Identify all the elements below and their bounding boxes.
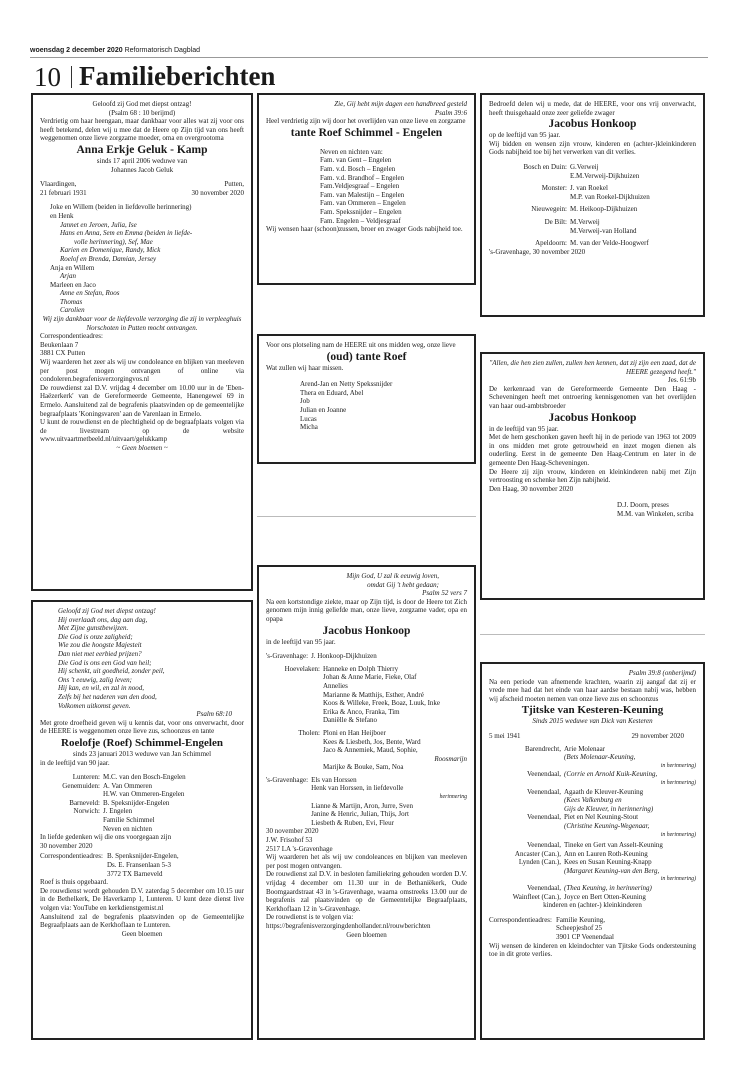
family-name: (Margaret Keuning-van den Berg, [564,866,660,875]
livestream-text: U kunt de rouwdienst en de plechtigheid op de begraafplaats volgen via de livestream op de website www.uitvaartmetbeeld.nl/uitvaart/gelukkamp [40,418,244,444]
page-number: 10 [34,62,61,92]
family-place: Barendrecht, [525,744,561,753]
family-name: M.Verweij [570,217,600,226]
notice-van-kesteren-keuning [480,662,705,1040]
verse-block [40,607,244,710]
family-entry [40,807,244,833]
service-text: De rouwdienst zal D.V. in besloten familiekring gehouden worden D.V. vrijdag 4 december om 11.30 uur in de Bethaniëkerk, Oude Boomgaardstraat 43 in 's-Gravenhage, waarna omstreeks 13.00 uur de begrafenis zal plaatsvinden op de Gemeentelijke Begraafplaats, Kerkhoflaan 12 in 's-Gravenhage. [266,870,467,913]
family-name: Familie Schimmel [103,816,155,825]
family-entry [489,218,696,235]
notice-oud-tante-roef [257,334,476,464]
age-line: in de leeftijd van 95 jaar. [266,637,336,646]
family-place: Hoevelaken: [284,664,320,673]
notice-kerkenraad-honkoop [480,352,705,600]
family-name: Liesbeth & Ruben, Evi, Fleur [311,818,394,827]
family-name: Neven en nichten [103,824,152,833]
verse-line: Wie zou die hoogste Majesteit [58,641,142,650]
deceased-name: Roelofje (Roef) Schimmel-Engelen [61,736,223,749]
verse-ref: Psalm 39:8 (onberijmd) [628,669,696,677]
section-title: Familieberichten [79,61,276,91]
family-name: Johan & Anne Marie, Fieke, Olaf [323,673,417,682]
family-name: Kees en Susan Keuning-Knapp [564,858,652,867]
family-line: Jannet en Jeroen, Julia, Ise [60,220,137,229]
prayer-text: Wij bidden en wensen zijn vrouw, kinderen en (achter-)kleinkinderen Gods nabijheid toe bij het verwerken van dit verlies. [489,139,696,157]
widow-line: sinds 23 januari 2013 weduwe van Jan Schimmel [72,749,212,758]
family-place: De Bilt: [544,217,567,226]
family-place: Veenendaal, [526,770,561,779]
dates-row [489,732,696,741]
family-entry [489,745,696,771]
family-name: (Thea Keuning, in herinnering) [564,884,652,893]
family-place: Apeldoorn: [535,239,567,248]
verse-line: Met Zijne gunstbewijzen. [58,624,129,633]
verse-line: Die God is onze zaligheid; [58,632,133,641]
verse: "Allen, die hen zien zullen, zullen hen kennen, dat zij zijn een zaad, dat de HEERE gezegend heeft." [489,359,696,376]
deceased-name: Jacobus Honkoop [548,118,637,131]
notice-honkoop-family [257,565,476,1040]
kids-line: kinderen en (achter-) kleinkinderen [543,901,642,910]
family-line: Fam. Engelen – Veldjesgraaf [320,216,401,225]
verse-ref: Psalm 52 vers 7 [422,589,467,598]
verse-line: Geloofd zij God met diepst ontzag! [58,607,156,615]
address-line: J.W. Frisohof 53 [266,836,313,845]
correspondence-block [489,916,696,942]
family-name: Lianne & Martijn, Aron, Jurre, Sven [311,801,413,810]
family-place: Veenendaal, [526,841,561,850]
correspondence-line: 3901 CP Veenendaal [555,933,614,942]
correspondence-city: 3881 CX Putten [40,349,86,358]
family-entry [40,799,244,808]
verse-line: Hij schenkt, uit goedheid, zonder peil, [58,667,165,676]
family-list [40,773,244,833]
verse-line: omdat Gij 't hebt gedaan; [367,580,439,589]
header-rule [30,57,708,58]
family-entry [489,850,696,859]
family-name: J. van Roekel [570,184,608,193]
family-place: Monster: [541,184,567,193]
memory-line: In liefde gedenken wij die ons voorgegaan zijn [40,833,172,842]
service-text: De rouwdienst wordt gehouden D.V. zaterdag 5 december om 10.15 uur in de Bethelkerk, De Haverkamp 1, Lunteren. U kunt deze dienst live volgen via: YouTube en kerkdienstgemist.nl [40,886,244,912]
verse-ref: Jes. 61:9b [668,376,696,385]
family-entry [40,773,244,782]
family-name: Agaath de Kleuver-Keuning [564,787,644,796]
family-name: Jaco & Annemiek, Maud, Sophie, [323,746,418,755]
family-name: Arie Molenaar [564,744,606,753]
names-list [266,380,467,432]
closing-text: Wij wensen haar (schoon)zussen, broer en zwager Gods nabijheid toe. [266,225,463,234]
family-line: Joke en Willem (beiden in liefdevolle herinnering) [50,203,192,212]
family-name: M.Verweij-van Holland [570,226,637,235]
family-line: Arjan [60,272,76,281]
family-line: Marleen en Jaco [50,280,96,289]
family-name: A. Van Ommeren [103,781,153,790]
family-name: Marianne & Matthijs, Esther, André [323,690,424,699]
name-line: Lucas [300,414,317,423]
signatory: M.M. van Winkelen, scriba [617,509,694,518]
closing-text: Den Haag, 30 november 2020 [489,484,574,493]
column-rule [257,516,476,517]
family-line: Thomas [60,297,83,306]
paper-name: Reformatorisch Dagblad [124,47,201,54]
death-date: 30 november 2020 [191,188,244,197]
intro-text: Heel verdrietig zijn wij door het overlijden van onze lieve en zorgzame [266,117,466,126]
verse: Mijn God, U zal ik eeuwig loven, [346,572,439,580]
family-name: Marijke & Bouke, Sam, Noa [323,763,404,772]
livestream-text: De rouwdienst is te volgen via: https://begrafenisverzorgingdenhollander.nl/rouwberichten [266,913,431,930]
deceased-name: Jacobus Honkoop [548,411,637,424]
family-name: Ann en Lauren Roth-Keuning [564,849,648,858]
family-line: en Henk [50,211,74,220]
family-entry [489,813,696,839]
widow-line: Sinds 2015 weduwe van Dick van Kesteren [532,717,653,726]
family-line: Karien en Domenique, Randy, Mick [60,246,161,255]
intro-text: Na een periode van afnemende krachten, waarin zij aangaf dat zij er vrede mee had dat het einde van haar aardse bestaan nabij was, hebben wij afscheid moeten nemen van onze lieve zus en schoonzus [489,677,696,703]
flowers-note: Geen bloemen [346,930,387,939]
header-divider [71,66,72,88]
verse: Geloofd zij God met diepst ontzag! [92,100,192,108]
family-name: Janine & Henric, Julian, Thijs, Jort [311,810,409,819]
family-name: H.W. van Ommeren-Engelen [103,790,185,799]
deceased-name: Jacobus Honkoop [322,624,411,637]
family-name: Roosmarijn [434,754,467,763]
sub-text: Wat zullen wij haar missen. [266,363,344,372]
family-place: Wainfleet (Can.), [512,892,561,901]
family-place: Norwich: [73,807,100,816]
correspondence-street: Beukenlaan 7 [40,340,79,349]
family-place: Veenendaal, [526,813,561,822]
family-line: Anja en Willem [50,263,95,272]
family-name: M.C. van den Bosch-Engelen [103,773,186,782]
family-place: Lunteren: [72,773,100,782]
family-name: Koos & Willeke, Freek, Boaz, Luuk, Inke [323,699,441,708]
family-name: M.P. van Roekel-Dijkhuizen [570,192,650,201]
family-place: Bosch en Duin: [523,162,567,171]
correspondence-label: Correspondentieadres: [40,332,103,341]
family-entry [266,665,467,725]
intro-text: Met grote droefheid geven wij u kennis dat, voor ons onverwacht, door de HEERE is weggenomen onze lieve zus, schoonzus en tante [40,718,244,736]
verse-line: Hij overlaadt ons, dag aan dag, [58,615,148,624]
family-name: J. Engelen [103,807,133,816]
verse-ref: Psalm 39:6 [434,108,467,117]
family-entry [489,205,696,214]
verse-line: Die God is ons een God van heil; [58,658,152,667]
family-name: (Christine Keuning-Wegenaar, [564,821,650,830]
family-line: Fam. van Ommeren – Engelen [320,199,406,208]
signatories [489,501,696,518]
family-name: in herinnering) [660,831,696,838]
condolence-text: Wij waarderen het zeer als wij uw condoleance en blijken van meeleven per post mogen ontvangen of online via condoleren.begrafenisverzorgingvos.nl [40,358,244,384]
families-heading: Neven en nichten van: [320,147,383,156]
family-name: Tineke en Gert van Asselt-Keuning [564,841,663,850]
widow-line: sinds 17 april 2006 weduwe van [96,156,188,165]
notice-schimmel-engelen [31,600,253,1040]
family-line: Fam. van Malestijn – Engelen [320,190,405,199]
issue-date-line [30,47,200,54]
family-name: herinnering [439,794,467,801]
age-line: in de leeftijd van 90 jaar. [40,758,110,767]
family-line: Fam. Spekssnijder – Engelen [320,207,402,216]
closing-text: Wij wensen de kinderen en kleindochter van Tjitske Gods ondersteuning toe in dit grote verlies. [489,941,696,959]
family-place: Veenendaal, [526,787,561,796]
correspondence-block [40,852,244,878]
verse-line: Hij kan, en wil, en zal in nood, [58,684,144,693]
birth-date: 21 februari 1931 [40,188,87,197]
family-entry [489,239,696,248]
family-name: Piet en Nel Keuning-Stout [564,813,639,822]
correspondence-line: Scheepjeshof 25 [555,924,603,933]
service-text: De rouwdienst zal D.V. vrijdag 4 december om 10.00 uur in de 'Eben-Haëzerkerk' van de Gereformeerde Gemeente, Hanengeweí 69 in Ermelo. Aansluitend zal de begrafenis plaatsvinden op de gemeentelijke begraafplaats 'Koningsvaren' aan de Varenlaan in Ermelo. [40,383,244,418]
places-row [40,180,244,189]
correspondence-line: Ds. E. Fransenlaan 5-3 [106,861,171,870]
age-line: in de leeftijd van 95 jaar. [489,424,559,433]
notice-geluk-kamp [31,93,253,591]
family-list [266,148,467,225]
family-place: Ancaster (Can.), [514,849,561,858]
family-entry [266,652,467,661]
spouse-name: Johannes Jacob Geluk [110,165,174,174]
family-name: Ploni en Han Heijboer [323,728,386,737]
notice-date: 30 november 2020 [266,827,319,836]
family-line: Carolien [60,306,85,315]
family-line: Anne en Stefan, Roos [60,289,120,298]
family-place: 's-Gravenhage: [266,775,309,784]
family-name: (Kees Valkenburg en [564,796,622,805]
family-entry [489,770,696,787]
verse-line: Zelfs bij het naderen van den dood, [58,692,157,701]
family-entry [266,776,467,828]
family-line: Hans en Anna, Sem en Emma (beiden in liefde- [60,229,193,238]
correspondence-line: Familie Keuning, [555,915,605,924]
family-place: Barneveld: [69,798,100,807]
family-line: Fam. v.d. Bosch – Engelen [320,164,396,173]
correspondence-label: Correspondentieadres: [489,915,552,924]
death-place: Putten, [224,180,244,189]
verse-line: Ons 't eeuwig, zalig leven; [58,675,133,684]
deceased-name: (oud) tante Roef [326,350,407,363]
birth-date: 5 mei 1941 [489,731,521,740]
family-entry [489,788,696,814]
family-entry [489,163,696,180]
column-rule [480,634,705,635]
dates-row [40,189,244,198]
family-place: Veenendaal, [526,884,561,893]
family-list [489,745,696,902]
deceased-name: Anna Erkje Geluk - Kamp [76,143,208,156]
family-place: Tholen: [298,728,320,737]
verse-ref: (Psalm 68 : 10 berijmd) [108,108,176,117]
correspondence-line: 3772 TX Barneveld [106,869,163,878]
service-history: Met de hem geschonken gaven heeft hij in de periode van 1963 tot 2009 in ons midden met grote getrouwheid en inzet mogen dienen als ouderling. Eerst in de gemeente Den Haag-Centrum en later in de gemeente Den Haag-Scheveningen. [489,433,696,467]
notice-tante-roef-schimmel [257,93,476,285]
notice-date: 30 november 2020 [40,841,93,850]
family-list [40,203,244,315]
family-line: Fam. v.d. Brandhof – Engelen [320,173,405,182]
condolence-text: Wij waarderen het als wij uw condoleances en blijken van meeleven per post mogen ontvangen. [266,853,467,870]
name-line: Arend-Jan en Netty Spekssnijder [300,380,393,389]
family-name: Daniëlle & Stefano [323,716,378,725]
name-line: Julian en Joanne [300,405,347,414]
home-note: Roef is thuis opgebaard. [40,878,109,887]
family-line: Fam. van Gent – Engelen [320,156,392,165]
issue-date: woensdag 2 december 2020 [30,47,123,54]
family-name: M. Heikoop-Dijkhuizen [570,205,638,214]
family-name: M. van der Velde-Hoogwerf [570,239,649,248]
family-name: Joyce en Bert Otten-Keuning [564,892,646,901]
family-name: Annelies [323,681,348,690]
family-line: Roelof en Brenda, Damian, Jersey [60,254,157,263]
intro-text: Verdrietig om haar heengaan, maar dankbaar voor alles wat zij voor ons heeft betekend, delen wij u mee dat de Heere op Zijn tijd van ons heeft weggenomen onze lieve zorgzame moeder, oma en overgrootoma [40,117,244,143]
family-list [489,163,696,248]
address-line: 2517 LA 's-Gravenhage [266,844,333,853]
family-entry [489,841,696,850]
intro-text: Na een kortstondige ziekte, maar op Zijn tijd, is door de Heere tot Zich genomen mijn innig geliefde man, onze lieve, zorgzame vader, opa en opapa [266,597,467,623]
death-date: 29 november 2020 [631,731,684,740]
correspondence-line: B. Spenksnijder-Engelen, [106,852,179,861]
flowers-note: ~ Geen bloemen ~ [116,443,168,452]
family-entry [266,729,467,772]
family-name: in herinnering) [660,876,696,883]
signatory: D.J. Doorn, preses [617,501,669,510]
age-line: op de leeftijd van 95 jaar. [489,131,561,140]
family-name: Erika & Anco, Franka, Tim [323,707,400,716]
family-name: G.Verweij [570,162,599,171]
family-name: (Corrie en Arnold Kuik-Keuning, [564,770,658,779]
deceased-name: Tjitske van Kesteren-Keuning [521,704,664,717]
name-line: Thera en Eduard, Abel [300,388,364,397]
family-name: B. Speksnijder-Engelen [103,798,170,807]
gratitude-text: Wij zijn dankbaar voor de liefdevolle verzorging die zij in verpleeghuis Norschoten in Putten mocht ontvangen. [42,315,242,332]
family-name: Kees & Liesbeth, Jos, Bente, Ward [323,737,421,746]
family-name: Gijs de Kleuver, in herinnering) [564,804,654,813]
family-entry [489,893,696,902]
flowers-note: Geen bloemen [121,929,163,938]
family-name: J. Honkoop-Dijkhuizen [311,652,377,661]
family-entry [489,184,696,201]
family-name: in herinnering) [660,762,696,769]
family-line: volle herinnering), Sef, Mae [74,237,153,246]
wish-text: De Heere zij zijn vrouw, kinderen en kleinkinderen nabij met Zijn vertroosting en schenke hen Zijn nabijheid. [489,467,696,485]
family-place: Nieuwegein: [531,205,567,214]
name-line: Job [300,397,310,406]
name-line: Micha [300,423,318,432]
burial-text: Aansluitend zal de begrafenis plaatsvinden op de Gemeentelijke Begraafplaats aan de Kerkhoflaan te Lunteren. [40,912,244,930]
family-entry [489,858,696,884]
intro-text: Voor ons plotseling nam de HEERE uit ons midden weg, onze lieve [266,341,456,349]
verse-line: Volkomen uitkomst geven. [58,701,131,710]
intro-text: Bedroefd delen wij u mede, dat de HEERE, voor ons vrij onverwacht, heeft thuisgehaald onze zeer geliefde zwager [489,100,696,117]
verse: Zie, Gij hebt mijn dagen een handbreed gesteld [334,100,467,108]
family-name: Henk van Horssen, in liefdevolle [311,784,404,793]
birth-place: Vlaardingen, [40,180,77,189]
intro-text: De kerkenraad van de Gereformeerde Gemeente Den Haag - Scheveningen heeft met ontroering kennisgenomen van het overlijden van haar oud-ambtsbroeder [489,384,696,410]
family-name: E.M.Verweij-Dijkhuizen [570,171,640,180]
closing-text: 's-Gravenhage, 30 november 2020 [489,247,586,256]
verse-ref: Psalm 68:10 [196,710,232,719]
family-place: Genemuiden: [62,781,100,790]
family-place: Lynden (Can.), [518,858,561,867]
family-name: in herinnering) [660,779,696,786]
family-name: (Bets Molenaar-Keuning, [564,753,636,762]
verse-line: Dan niet met eerbied prijzen? [58,649,142,658]
family-entry [40,782,244,799]
family-name: Els van Horssen [311,775,357,784]
family-place: 's-Gravenhage: [266,652,309,661]
deceased-name: tante Roef Schimmel - Engelen [290,126,443,139]
family-line: Fam.Veldjesgraaf – Engelen [320,182,400,191]
family-name: Hanneke en Dolph Thierry [323,664,399,673]
family-list [266,652,467,827]
correspondence-label: Correspondentieadres: [40,852,103,861]
notice-honkoop-zwager [480,93,705,317]
family-entry [489,884,696,893]
